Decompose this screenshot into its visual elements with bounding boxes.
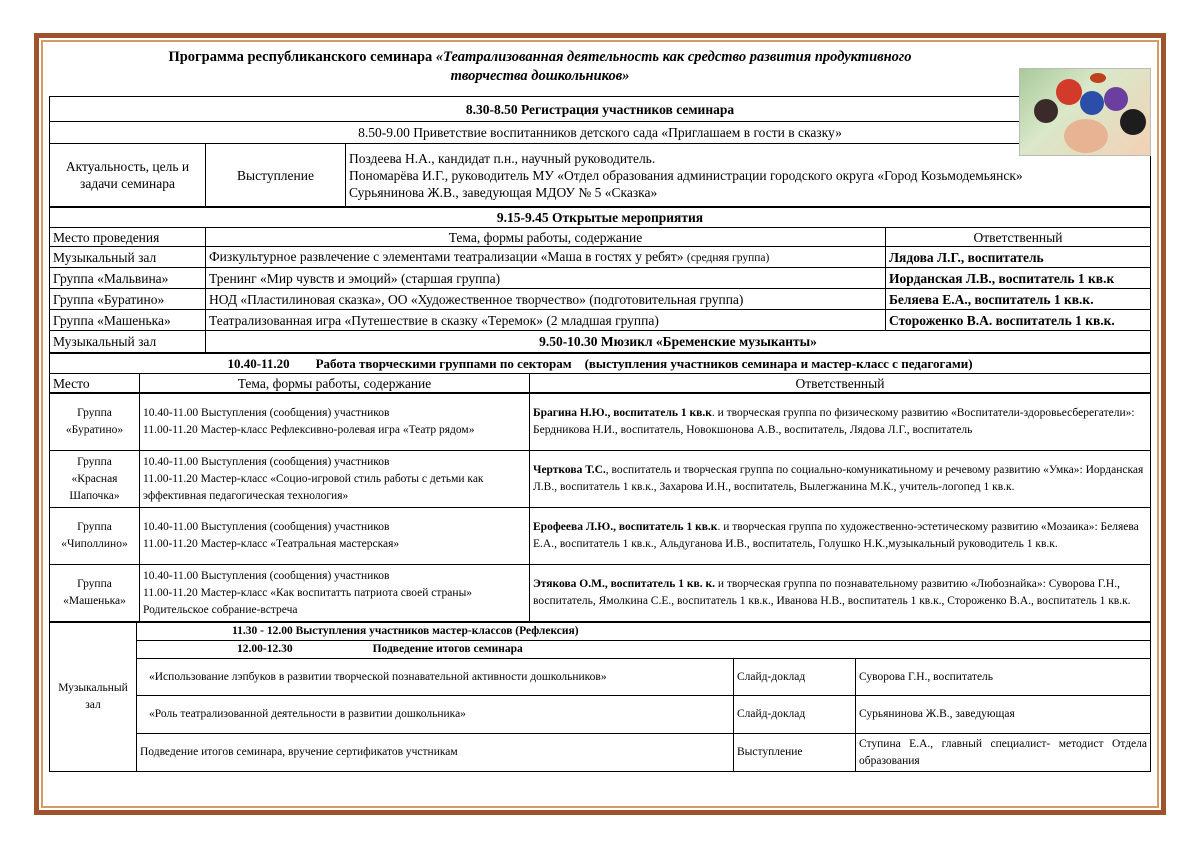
event-topic: НОД «Пластилиновая сказка», ОО «Художественное творчество» (подготовительная группа) (206, 289, 886, 310)
group-topic: 10.40-11.00 Выступления (сообщения) участников 11.00-11.20 Мастер-класс «Театральная мастерская» (140, 508, 530, 565)
header-responsible: Ответственный (886, 228, 1151, 247)
page-frame (34, 33, 1166, 815)
event-responsible: Стороженко В.А. воспитатель 1 кв.к. (886, 310, 1151, 331)
workgroups-table (49, 353, 1151, 393)
event-place: Группа «Машенька» (50, 310, 206, 331)
intro-form: Выступление (206, 144, 346, 207)
speaker-line: Пономарёва И.Г., руководитель МУ «Отдел образования администрации городского округа «Город Козьмодемьянск» (349, 167, 1023, 183)
final-responsible: Сурьянинова Ж.В., заведующая (856, 696, 1151, 734)
open-events-table (49, 207, 1151, 353)
program-content (49, 46, 1151, 772)
workgroups-rows (49, 393, 1151, 622)
final-responsible: Ступина Е.А., главный специалист- методист Отдела образования (856, 734, 1151, 772)
intro-topic: Актуальность, цель и задачи семинара (50, 144, 206, 207)
event-topic: Физкультурное развлечение с элементами театрализации «Маша в гостях у ребят» (средняя группа) (206, 247, 886, 268)
summary-row: 12.00-12.30 Подведение итогов семинара (137, 641, 1151, 659)
final-form: Слайд-доклад (734, 659, 856, 696)
musical-title: 9.50-10.30 Мюзикл «Бременские музыканты» (206, 331, 1151, 353)
final-table (49, 622, 1151, 772)
final-responsible: Суворова Г.Н., воспитатель (856, 659, 1151, 696)
group-place: Группа «Машенька» (50, 565, 140, 622)
group-place: Группа «Красная Шапочка» (50, 451, 140, 508)
event-responsible: Лядова Л.Г., воспитатель (886, 247, 1151, 268)
event-responsible: Беляева Е.А., воспитатель 1 кв.к. (886, 289, 1151, 310)
header-place: Место (50, 374, 140, 393)
title-plain: Программа республиканского семинара (168, 49, 436, 65)
finger-puppets-photo (1019, 68, 1151, 156)
morning-table (49, 96, 1151, 207)
masterclass-row: 11.30 - 12.00 Выступления участников мастер-классов (Рефлексия) (137, 623, 1151, 641)
musical-place: Музыкальный зал (50, 331, 206, 353)
event-responsible: Иорданская Л.В., воспитатель 1 кв.к (886, 268, 1151, 289)
event-topic: Тренинг «Мир чувств и эмоций» (старшая группа) (206, 268, 886, 289)
registration-row: 8.30-8.50 Регистрация участников семинара (50, 97, 1151, 122)
title-italic-2: творчества дошкольников» (450, 68, 630, 84)
group-place: Группа «Буратино» (50, 394, 140, 451)
speaker-line: Сурьянинова Ж.В., заведующая МДОУ № 5 «Сказка» (349, 184, 658, 200)
title-italic-1: «Театрализованная деятельность как средство развития продуктивного (435, 49, 912, 65)
header-topic: Тема, формы работы, содержание (206, 228, 886, 247)
speaker-line: Поздеева Н.А., кандидат п.н., научный руководитель. (349, 150, 656, 166)
group-topic: 10.40-11.00 Выступления (сообщения) участников 11.00-11.20 Мастер-класс Рефлексивно-ролевая игра «Театр рядом» (140, 394, 530, 451)
page-title (49, 46, 1151, 96)
group-responsible: Черткова Т.С., воспитатель и творческая группа по социально-комуникатиьному и речевому развитию «Умка»: Иорданская Л.В., воспитатель 1 кв.к., Захарова И.Н., воспитатель, Вылегжанина М.К., учитель-логопед 1 кв.к. (530, 451, 1151, 508)
final-form: Выступление (734, 734, 856, 772)
group-responsible: Ерофеева Л.Ю., воспитатель 1 кв.к. и творческая группа по художественно-эстетическому развитию «Мозаика»: Беляева Е.А., воспитатель 1 кв.к., Альдуганова И.В., воспитатель, Голушко Н.К.,музыкальный руководитель 1 кв.к. (530, 508, 1151, 565)
header-place: Место проведения (50, 228, 206, 247)
event-topic: Театрализованная игра «Путешествие в сказку «Теремок» (2 младшая группа) (206, 310, 886, 331)
final-form: Слайд-доклад (734, 696, 856, 734)
final-topic: «Роль театрализованной деятельности в развитии дошкольника» (137, 696, 734, 734)
workgroups-heading: 10.40-11.20 Работа творческими группами по секторам (выступления участников семинара и мастер-класс с педагогами) (50, 354, 1151, 374)
open-events-heading: 9.15-9.45 Открытые мероприятия (50, 208, 1151, 228)
group-responsible: Этякова О.М., воспитатель 1 кв. к. и творческая группа по познавательному развитию «Любознайка»: Суворова Г.Н., воспитатель, Ямолкина С.Е., воспитатель 1 кв.к., Иванова Н.В., воспитатель 1 кв.к., Стороженко В.А., воспитатель 1 кв.к. (530, 565, 1151, 622)
group-place: Группа «Чиполлино» (50, 508, 140, 565)
group-topic: 10.40-11.00 Выступления (сообщения) участников 11.00-11.20 Мастер-класс «Социо-игровой стиль работы с детьми как эффективная педагогическая технология» (140, 451, 530, 508)
final-topic: «Использование лэпбуков в развитии творческой познавательной активности дошкольников» (137, 659, 734, 696)
final-place: Музыкальный зал (50, 623, 137, 772)
group-responsible: Брагина Н.Ю., воспитатель 1 кв.к. и творческая группа по физическому развитию «Воспитатели-здоровьесберегатели»: Бердникова Н.И., воспитатель, Новокшонова А.В., воспитатель, Лядова Л.Г., воспитатель (530, 394, 1151, 451)
event-place: Музыкальный зал (50, 247, 206, 268)
group-topic: 10.40-11.00 Выступления (сообщения) участников 11.00-11.20 Мастер-класс «Как воспитатть патриота своей страны» Родительское собрание-встреча (140, 565, 530, 622)
final-topic: Подведение итогов семинара, вручение сертификатов учстникам (137, 734, 734, 772)
greeting-row: 8.50-9.00 Приветствие воспитанников детского сада «Приглашаем в гости в сказку» (50, 122, 1151, 144)
header-responsible: Ответственный (530, 374, 1151, 393)
event-place: Группа «Мальвина» (50, 268, 206, 289)
event-place: Группа «Буратино» (50, 289, 206, 310)
header-topic: Тема, формы работы, содержание (140, 374, 530, 393)
